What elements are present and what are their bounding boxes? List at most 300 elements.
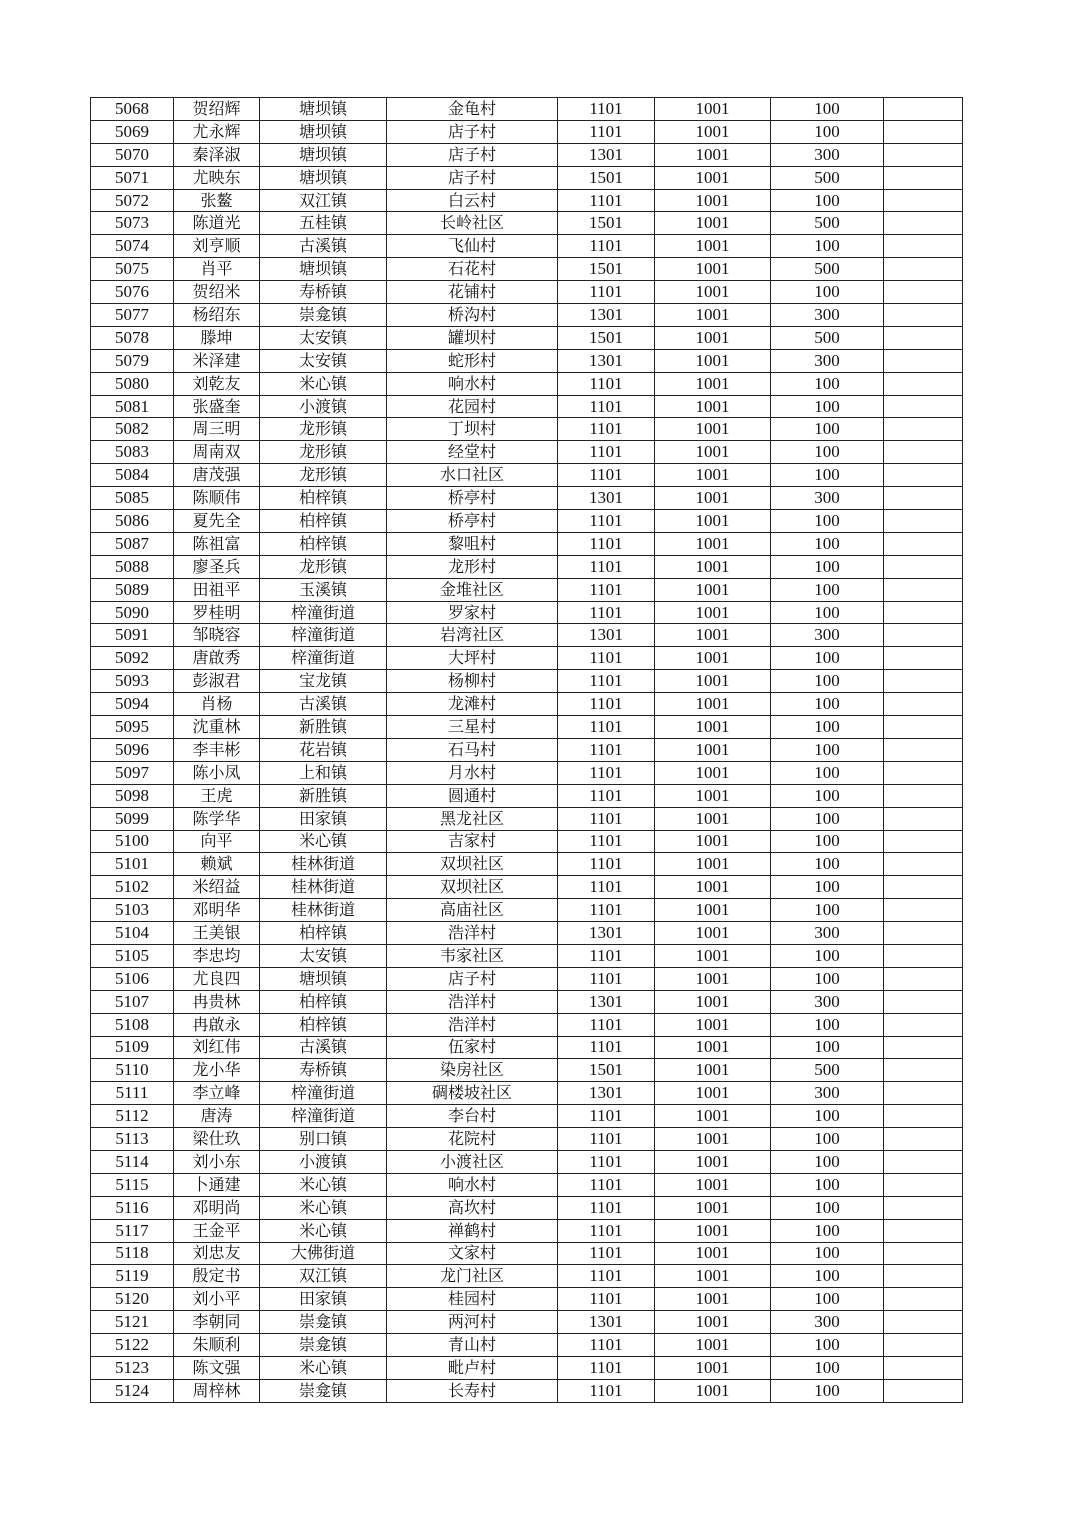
remark-cell <box>884 487 963 510</box>
person-name-cell: 龙小华 <box>174 1059 260 1082</box>
village-cell: 罗家村 <box>387 601 558 624</box>
town-cell: 米心镇 <box>260 830 387 853</box>
person-name-cell: 李朝同 <box>174 1311 260 1334</box>
village-cell: 浩洋村 <box>387 990 558 1013</box>
table-row <box>91 487 963 510</box>
code-b-cell: 1001 <box>655 830 771 853</box>
remark-cell <box>884 1288 963 1311</box>
amount-cell: 100 <box>771 876 884 899</box>
person-name-cell: 秦泽淑 <box>174 143 260 166</box>
code-a-cell: 1101 <box>558 281 655 304</box>
remark-cell <box>884 1242 963 1265</box>
code-a-cell: 1101 <box>558 670 655 693</box>
table-row <box>91 853 963 876</box>
amount-cell: 100 <box>771 372 884 395</box>
code-a-cell: 1501 <box>558 258 655 281</box>
remark-cell <box>884 922 963 945</box>
code-a-cell: 1101 <box>558 441 655 464</box>
code-b-cell: 1001 <box>655 1082 771 1105</box>
town-cell: 塘坝镇 <box>260 967 387 990</box>
amount-cell: 300 <box>771 143 884 166</box>
amount-cell: 100 <box>771 1219 884 1242</box>
remark-cell <box>884 510 963 533</box>
table-row <box>91 601 963 624</box>
town-cell: 崇龛镇 <box>260 1311 387 1334</box>
code-a-cell: 1101 <box>558 532 655 555</box>
town-cell: 寿桥镇 <box>260 281 387 304</box>
code-a-cell: 1301 <box>558 624 655 647</box>
table-row <box>91 1356 963 1379</box>
person-name-cell: 周三明 <box>174 418 260 441</box>
person-name-cell: 邓明尚 <box>174 1196 260 1219</box>
row-number-cell: 5122 <box>91 1334 174 1357</box>
village-cell: 禅鹤村 <box>387 1219 558 1242</box>
table-row <box>91 143 963 166</box>
row-number-cell: 5083 <box>91 441 174 464</box>
village-cell: 白云村 <box>387 189 558 212</box>
code-b-cell: 1001 <box>655 967 771 990</box>
code-b-cell: 1001 <box>655 899 771 922</box>
person-name-cell: 尤良四 <box>174 967 260 990</box>
village-cell: 高坎村 <box>387 1196 558 1219</box>
village-cell: 大坪村 <box>387 647 558 670</box>
village-cell: 三星村 <box>387 716 558 739</box>
remark-cell <box>884 532 963 555</box>
table-row <box>91 693 963 716</box>
person-name-cell: 尤映东 <box>174 166 260 189</box>
code-a-cell: 1101 <box>558 1150 655 1173</box>
row-number-cell: 5101 <box>91 853 174 876</box>
code-b-cell: 1001 <box>655 1219 771 1242</box>
remark-cell <box>884 143 963 166</box>
person-name-cell: 贺绍米 <box>174 281 260 304</box>
row-number-cell: 5073 <box>91 212 174 235</box>
village-cell: 岩湾社区 <box>387 624 558 647</box>
village-cell: 两河村 <box>387 1311 558 1334</box>
village-cell: 店子村 <box>387 143 558 166</box>
row-number-cell: 5096 <box>91 738 174 761</box>
code-a-cell: 1301 <box>558 349 655 372</box>
amount-cell: 100 <box>771 1379 884 1402</box>
code-a-cell: 1301 <box>558 990 655 1013</box>
village-cell: 蛇形村 <box>387 349 558 372</box>
person-name-cell: 杨绍东 <box>174 304 260 327</box>
person-name-cell: 滕坤 <box>174 326 260 349</box>
remark-cell <box>884 1105 963 1128</box>
remark-cell <box>884 166 963 189</box>
amount-cell: 300 <box>771 922 884 945</box>
amount-cell: 300 <box>771 624 884 647</box>
remark-cell <box>884 944 963 967</box>
town-cell: 梓潼街道 <box>260 624 387 647</box>
code-b-cell: 1001 <box>655 1128 771 1151</box>
code-b-cell: 1001 <box>655 990 771 1013</box>
code-a-cell: 1101 <box>558 716 655 739</box>
code-a-cell: 1101 <box>558 98 655 121</box>
amount-cell: 100 <box>771 441 884 464</box>
person-name-cell: 殷定书 <box>174 1265 260 1288</box>
code-a-cell: 1101 <box>558 189 655 212</box>
person-name-cell: 陈学华 <box>174 807 260 830</box>
town-cell: 塘坝镇 <box>260 120 387 143</box>
town-cell: 桂林街道 <box>260 876 387 899</box>
table-row <box>91 967 963 990</box>
remark-cell <box>884 807 963 830</box>
town-cell: 米心镇 <box>260 1219 387 1242</box>
town-cell: 五桂镇 <box>260 212 387 235</box>
code-a-cell: 1101 <box>558 1288 655 1311</box>
code-b-cell: 1001 <box>655 349 771 372</box>
town-cell: 崇龛镇 <box>260 304 387 327</box>
person-name-cell: 陈祖富 <box>174 532 260 555</box>
town-cell: 田家镇 <box>260 807 387 830</box>
code-b-cell: 1001 <box>655 532 771 555</box>
code-a-cell: 1301 <box>558 1082 655 1105</box>
code-b-cell: 1001 <box>655 281 771 304</box>
town-cell: 太安镇 <box>260 326 387 349</box>
town-cell: 小渡镇 <box>260 395 387 418</box>
person-name-cell: 王金平 <box>174 1219 260 1242</box>
person-name-cell: 陈文强 <box>174 1356 260 1379</box>
remark-cell <box>884 1356 963 1379</box>
code-b-cell: 1001 <box>655 922 771 945</box>
remark-cell <box>884 258 963 281</box>
row-number-cell: 5082 <box>91 418 174 441</box>
code-b-cell: 1001 <box>655 647 771 670</box>
village-cell: 龙门社区 <box>387 1265 558 1288</box>
village-cell: 伍家村 <box>387 1036 558 1059</box>
remark-cell <box>884 1128 963 1151</box>
table-row <box>91 1013 963 1036</box>
person-name-cell: 夏先全 <box>174 510 260 533</box>
remark-cell <box>884 189 963 212</box>
row-number-cell: 5108 <box>91 1013 174 1036</box>
person-name-cell: 刘忠友 <box>174 1242 260 1265</box>
remark-cell <box>884 1013 963 1036</box>
code-b-cell: 1001 <box>655 555 771 578</box>
town-cell: 玉溪镇 <box>260 578 387 601</box>
table-row <box>91 738 963 761</box>
town-cell: 柏梓镇 <box>260 922 387 945</box>
town-cell: 花岩镇 <box>260 738 387 761</box>
person-name-cell: 李忠均 <box>174 944 260 967</box>
person-name-cell: 梁仕玖 <box>174 1128 260 1151</box>
town-cell: 上和镇 <box>260 761 387 784</box>
amount-cell: 100 <box>771 1334 884 1357</box>
village-cell: 长寿村 <box>387 1379 558 1402</box>
row-number-cell: 5124 <box>91 1379 174 1402</box>
code-b-cell: 1001 <box>655 1311 771 1334</box>
person-name-cell: 米绍益 <box>174 876 260 899</box>
person-name-cell: 刘乾友 <box>174 372 260 395</box>
person-name-cell: 周梓林 <box>174 1379 260 1402</box>
village-cell: 龙滩村 <box>387 693 558 716</box>
table-row <box>91 1242 963 1265</box>
code-b-cell: 1001 <box>655 1334 771 1357</box>
town-cell: 柏梓镇 <box>260 487 387 510</box>
code-a-cell: 1301 <box>558 304 655 327</box>
town-cell: 龙形镇 <box>260 555 387 578</box>
row-number-cell: 5098 <box>91 784 174 807</box>
code-a-cell: 1101 <box>558 510 655 533</box>
amount-cell: 100 <box>771 1128 884 1151</box>
remark-cell <box>884 1173 963 1196</box>
code-a-cell: 1101 <box>558 807 655 830</box>
code-a-cell: 1501 <box>558 326 655 349</box>
row-number-cell: 5106 <box>91 967 174 990</box>
town-cell: 梓潼街道 <box>260 647 387 670</box>
code-a-cell: 1101 <box>558 738 655 761</box>
code-b-cell: 1001 <box>655 1265 771 1288</box>
row-number-cell: 5100 <box>91 830 174 853</box>
code-b-cell: 1001 <box>655 189 771 212</box>
village-cell: 花园村 <box>387 395 558 418</box>
table-row <box>91 464 963 487</box>
row-number-cell: 5110 <box>91 1059 174 1082</box>
code-a-cell: 1101 <box>558 578 655 601</box>
village-cell: 双坝社区 <box>387 853 558 876</box>
town-cell: 双江镇 <box>260 189 387 212</box>
amount-cell: 300 <box>771 487 884 510</box>
person-name-cell: 唐涛 <box>174 1105 260 1128</box>
remark-cell <box>884 578 963 601</box>
code-b-cell: 1001 <box>655 235 771 258</box>
row-number-cell: 5089 <box>91 578 174 601</box>
remark-cell <box>884 967 963 990</box>
amount-cell: 100 <box>771 235 884 258</box>
code-b-cell: 1001 <box>655 624 771 647</box>
village-cell: 长岭社区 <box>387 212 558 235</box>
row-number-cell: 5071 <box>91 166 174 189</box>
town-cell: 古溪镇 <box>260 235 387 258</box>
amount-cell: 100 <box>771 670 884 693</box>
code-a-cell: 1101 <box>558 1219 655 1242</box>
row-number-cell: 5094 <box>91 693 174 716</box>
code-b-cell: 1001 <box>655 761 771 784</box>
remark-cell <box>884 418 963 441</box>
amount-cell: 100 <box>771 1173 884 1196</box>
row-number-cell: 5117 <box>91 1219 174 1242</box>
remark-cell <box>884 441 963 464</box>
village-cell: 花院村 <box>387 1128 558 1151</box>
amount-cell: 100 <box>771 578 884 601</box>
table-row <box>91 578 963 601</box>
code-a-cell: 1101 <box>558 1013 655 1036</box>
code-b-cell: 1001 <box>655 464 771 487</box>
row-number-cell: 5087 <box>91 532 174 555</box>
remark-cell <box>884 1334 963 1357</box>
amount-cell: 100 <box>771 1242 884 1265</box>
town-cell: 塘坝镇 <box>260 143 387 166</box>
amount-cell: 500 <box>771 326 884 349</box>
row-number-cell: 5112 <box>91 1105 174 1128</box>
amount-cell: 100 <box>771 716 884 739</box>
person-name-cell: 王美银 <box>174 922 260 945</box>
village-cell: 店子村 <box>387 166 558 189</box>
code-a-cell: 1101 <box>558 1356 655 1379</box>
table-row <box>91 304 963 327</box>
village-cell: 浩洋村 <box>387 1013 558 1036</box>
code-a-cell: 1101 <box>558 601 655 624</box>
code-b-cell: 1001 <box>655 1173 771 1196</box>
table-row <box>91 670 963 693</box>
row-number-cell: 5080 <box>91 372 174 395</box>
row-number-cell: 5084 <box>91 464 174 487</box>
town-cell: 别口镇 <box>260 1128 387 1151</box>
code-a-cell: 1301 <box>558 487 655 510</box>
town-cell: 梓潼街道 <box>260 601 387 624</box>
village-cell: 高庙社区 <box>387 899 558 922</box>
remark-cell <box>884 1036 963 1059</box>
code-a-cell: 1501 <box>558 212 655 235</box>
village-cell: 月水村 <box>387 761 558 784</box>
person-name-cell: 唐啟秀 <box>174 647 260 670</box>
amount-cell: 100 <box>771 738 884 761</box>
code-b-cell: 1001 <box>655 487 771 510</box>
code-a-cell: 1101 <box>558 1036 655 1059</box>
amount-cell: 100 <box>771 281 884 304</box>
code-b-cell: 1001 <box>655 670 771 693</box>
code-a-cell: 1101 <box>558 967 655 990</box>
remark-cell <box>884 601 963 624</box>
code-a-cell: 1101 <box>558 464 655 487</box>
village-cell: 金龟村 <box>387 98 558 121</box>
table-row <box>91 647 963 670</box>
code-b-cell: 1001 <box>655 418 771 441</box>
village-cell: 花铺村 <box>387 281 558 304</box>
code-b-cell: 1001 <box>655 304 771 327</box>
amount-cell: 300 <box>771 990 884 1013</box>
table-body <box>91 98 963 1403</box>
town-cell: 米心镇 <box>260 1173 387 1196</box>
code-b-cell: 1001 <box>655 120 771 143</box>
row-number-cell: 5078 <box>91 326 174 349</box>
row-number-cell: 5092 <box>91 647 174 670</box>
row-number-cell: 5097 <box>91 761 174 784</box>
village-cell: 金堆社区 <box>387 578 558 601</box>
row-number-cell: 5074 <box>91 235 174 258</box>
person-name-cell: 肖平 <box>174 258 260 281</box>
code-b-cell: 1001 <box>655 1356 771 1379</box>
code-a-cell: 1101 <box>558 1242 655 1265</box>
table-row <box>91 1311 963 1334</box>
table-row <box>91 1105 963 1128</box>
row-number-cell: 5093 <box>91 670 174 693</box>
town-cell: 崇龛镇 <box>260 1379 387 1402</box>
village-cell: 杨柳村 <box>387 670 558 693</box>
person-name-cell: 李丰彬 <box>174 738 260 761</box>
code-a-cell: 1101 <box>558 1196 655 1219</box>
table-row <box>91 212 963 235</box>
row-number-cell: 5119 <box>91 1265 174 1288</box>
town-cell: 塘坝镇 <box>260 258 387 281</box>
person-name-cell: 贺绍辉 <box>174 98 260 121</box>
village-cell: 双坝社区 <box>387 876 558 899</box>
table-row <box>91 1173 963 1196</box>
row-number-cell: 5113 <box>91 1128 174 1151</box>
town-cell: 米心镇 <box>260 1196 387 1219</box>
row-number-cell: 5076 <box>91 281 174 304</box>
row-number-cell: 5072 <box>91 189 174 212</box>
town-cell: 龙形镇 <box>260 464 387 487</box>
person-name-cell: 赖斌 <box>174 853 260 876</box>
town-cell: 米心镇 <box>260 372 387 395</box>
table-row <box>91 555 963 578</box>
row-number-cell: 5104 <box>91 922 174 945</box>
row-number-cell: 5088 <box>91 555 174 578</box>
amount-cell: 500 <box>771 258 884 281</box>
remark-cell <box>884 693 963 716</box>
table-row <box>91 1059 963 1082</box>
table-row <box>91 1219 963 1242</box>
person-name-cell: 张盛奎 <box>174 395 260 418</box>
row-number-cell: 5091 <box>91 624 174 647</box>
village-cell: 染房社区 <box>387 1059 558 1082</box>
remark-cell <box>884 1379 963 1402</box>
village-cell: 桥亭村 <box>387 487 558 510</box>
remark-cell <box>884 876 963 899</box>
amount-cell: 100 <box>771 532 884 555</box>
table-row <box>91 98 963 121</box>
table-row <box>91 1150 963 1173</box>
code-a-cell: 1101 <box>558 693 655 716</box>
town-cell: 柏梓镇 <box>260 990 387 1013</box>
code-b-cell: 1001 <box>655 258 771 281</box>
row-number-cell: 5107 <box>91 990 174 1013</box>
town-cell: 梓潼街道 <box>260 1082 387 1105</box>
amount-cell: 100 <box>771 1265 884 1288</box>
person-name-cell: 刘小东 <box>174 1150 260 1173</box>
table-row <box>91 326 963 349</box>
row-number-cell: 5120 <box>91 1288 174 1311</box>
code-b-cell: 1001 <box>655 510 771 533</box>
table-row <box>91 441 963 464</box>
remark-cell <box>884 624 963 647</box>
amount-cell: 100 <box>771 1196 884 1219</box>
village-cell: 圆通村 <box>387 784 558 807</box>
code-b-cell: 1001 <box>655 1059 771 1082</box>
village-cell: 桥沟村 <box>387 304 558 327</box>
person-name-cell: 廖圣兵 <box>174 555 260 578</box>
table-row <box>91 372 963 395</box>
amount-cell: 100 <box>771 418 884 441</box>
table-row <box>91 1288 963 1311</box>
code-a-cell: 1101 <box>558 784 655 807</box>
remark-cell <box>884 281 963 304</box>
row-number-cell: 5081 <box>91 395 174 418</box>
code-a-cell: 1101 <box>558 1265 655 1288</box>
code-b-cell: 1001 <box>655 441 771 464</box>
person-name-cell: 肖杨 <box>174 693 260 716</box>
town-cell: 大佛街道 <box>260 1242 387 1265</box>
remark-cell <box>884 899 963 922</box>
town-cell: 桂林街道 <box>260 899 387 922</box>
code-a-cell: 1101 <box>558 395 655 418</box>
remark-cell <box>884 1219 963 1242</box>
code-b-cell: 1001 <box>655 212 771 235</box>
remark-cell <box>884 1150 963 1173</box>
town-cell: 新胜镇 <box>260 716 387 739</box>
remark-cell <box>884 830 963 853</box>
code-a-cell: 1101 <box>558 235 655 258</box>
table-row <box>91 1379 963 1402</box>
village-cell: 小渡社区 <box>387 1150 558 1173</box>
amount-cell: 300 <box>771 304 884 327</box>
code-a-cell: 1301 <box>558 143 655 166</box>
town-cell: 双江镇 <box>260 1265 387 1288</box>
person-name-cell: 唐茂强 <box>174 464 260 487</box>
person-name-cell: 朱顺利 <box>174 1334 260 1357</box>
